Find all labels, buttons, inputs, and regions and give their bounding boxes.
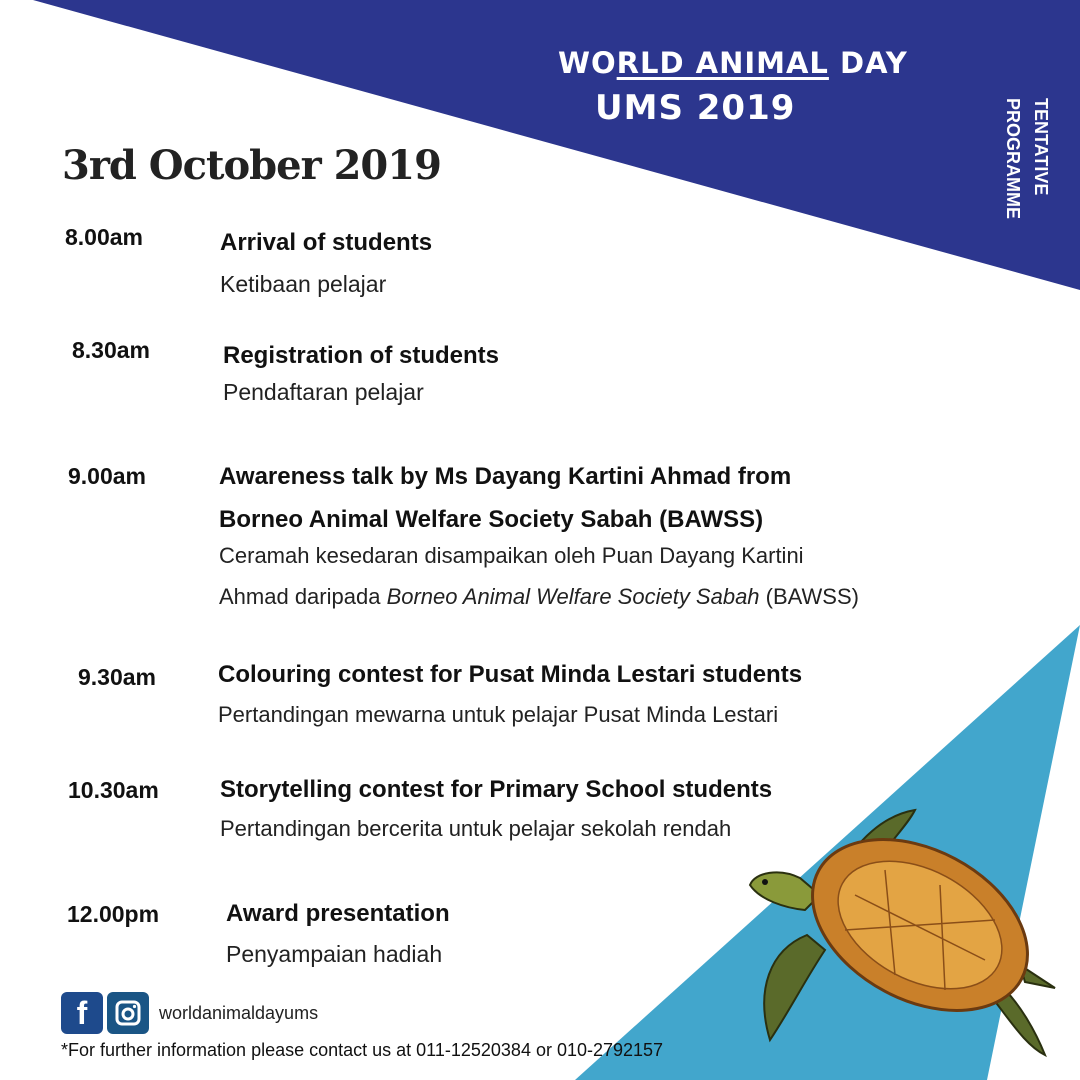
schedule-desc: Pertandingan bercerita untuk pelajar sekolah rendah bbox=[220, 816, 732, 841]
social-links bbox=[61, 992, 318, 1034]
schedule-time: 9.00am bbox=[68, 463, 147, 489]
camera-glyph-icon bbox=[115, 1000, 141, 1026]
programme-label bbox=[1000, 98, 1060, 248]
vertical-text-programme: PROGRAMME bbox=[1003, 98, 1023, 219]
schedule-time: 12.00pm bbox=[67, 901, 160, 927]
turtle-head bbox=[750, 872, 820, 910]
schedule-time: 10.30am bbox=[68, 777, 159, 803]
schedule-desc-cont: Ahmad daripada Borneo Animal Welfare Society Sabah (BAWSS) bbox=[219, 584, 859, 609]
turtle-front-flipper-bottom bbox=[764, 935, 825, 1040]
schedule-title: Storytelling contest for Primary School students bbox=[220, 776, 773, 803]
schedule-time: 8.30am bbox=[72, 337, 151, 363]
schedule-time: 8.00am bbox=[65, 224, 144, 250]
schedule-title: Awareness talk by Ms Dayang Kartini Ahmad from bbox=[219, 463, 792, 490]
social-handle[interactable]: worldanimaldayums bbox=[159, 1002, 319, 1023]
schedule-title-cont: Borneo Animal Welfare Society Sabah (BAWSS) bbox=[219, 506, 764, 533]
schedule-desc: Ceramah kesedaran disampaikan oleh Puan Dayang Kartini bbox=[219, 543, 804, 568]
schedule-desc: Ketibaan pelajar bbox=[220, 271, 387, 297]
instagram-icon[interactable] bbox=[107, 992, 149, 1034]
schedule-desc: Pertandingan mewarna untuk pelajar Pusat Minda Lestari bbox=[218, 702, 779, 727]
schedule-title: Arrival of students bbox=[220, 229, 433, 256]
event-title: WORLD ANIMAL DAY bbox=[558, 46, 908, 80]
schedule-title: Registration of students bbox=[223, 342, 500, 369]
schedule-time: 9.30am bbox=[78, 664, 157, 690]
contact-info: *For further information please contact us at 011-12520384 or 010-2792157 bbox=[61, 1040, 664, 1060]
schedule-title: Colouring contest for Pusat Minda Lestari students bbox=[218, 661, 803, 688]
schedule-title: Award presentation bbox=[226, 900, 450, 927]
vertical-text-tentative: TENTATIVE bbox=[1031, 98, 1051, 196]
schedule-desc: Penyampaian hadiah bbox=[226, 941, 443, 967]
event-date: 3rd October 2019 bbox=[62, 142, 441, 189]
event-subtitle: UMS 2019 bbox=[595, 88, 796, 128]
sea-turtle-illustration bbox=[745, 800, 1065, 1070]
schedule-desc: Pendaftaran pelajar bbox=[223, 379, 424, 405]
facebook-icon[interactable]: f bbox=[61, 992, 103, 1034]
